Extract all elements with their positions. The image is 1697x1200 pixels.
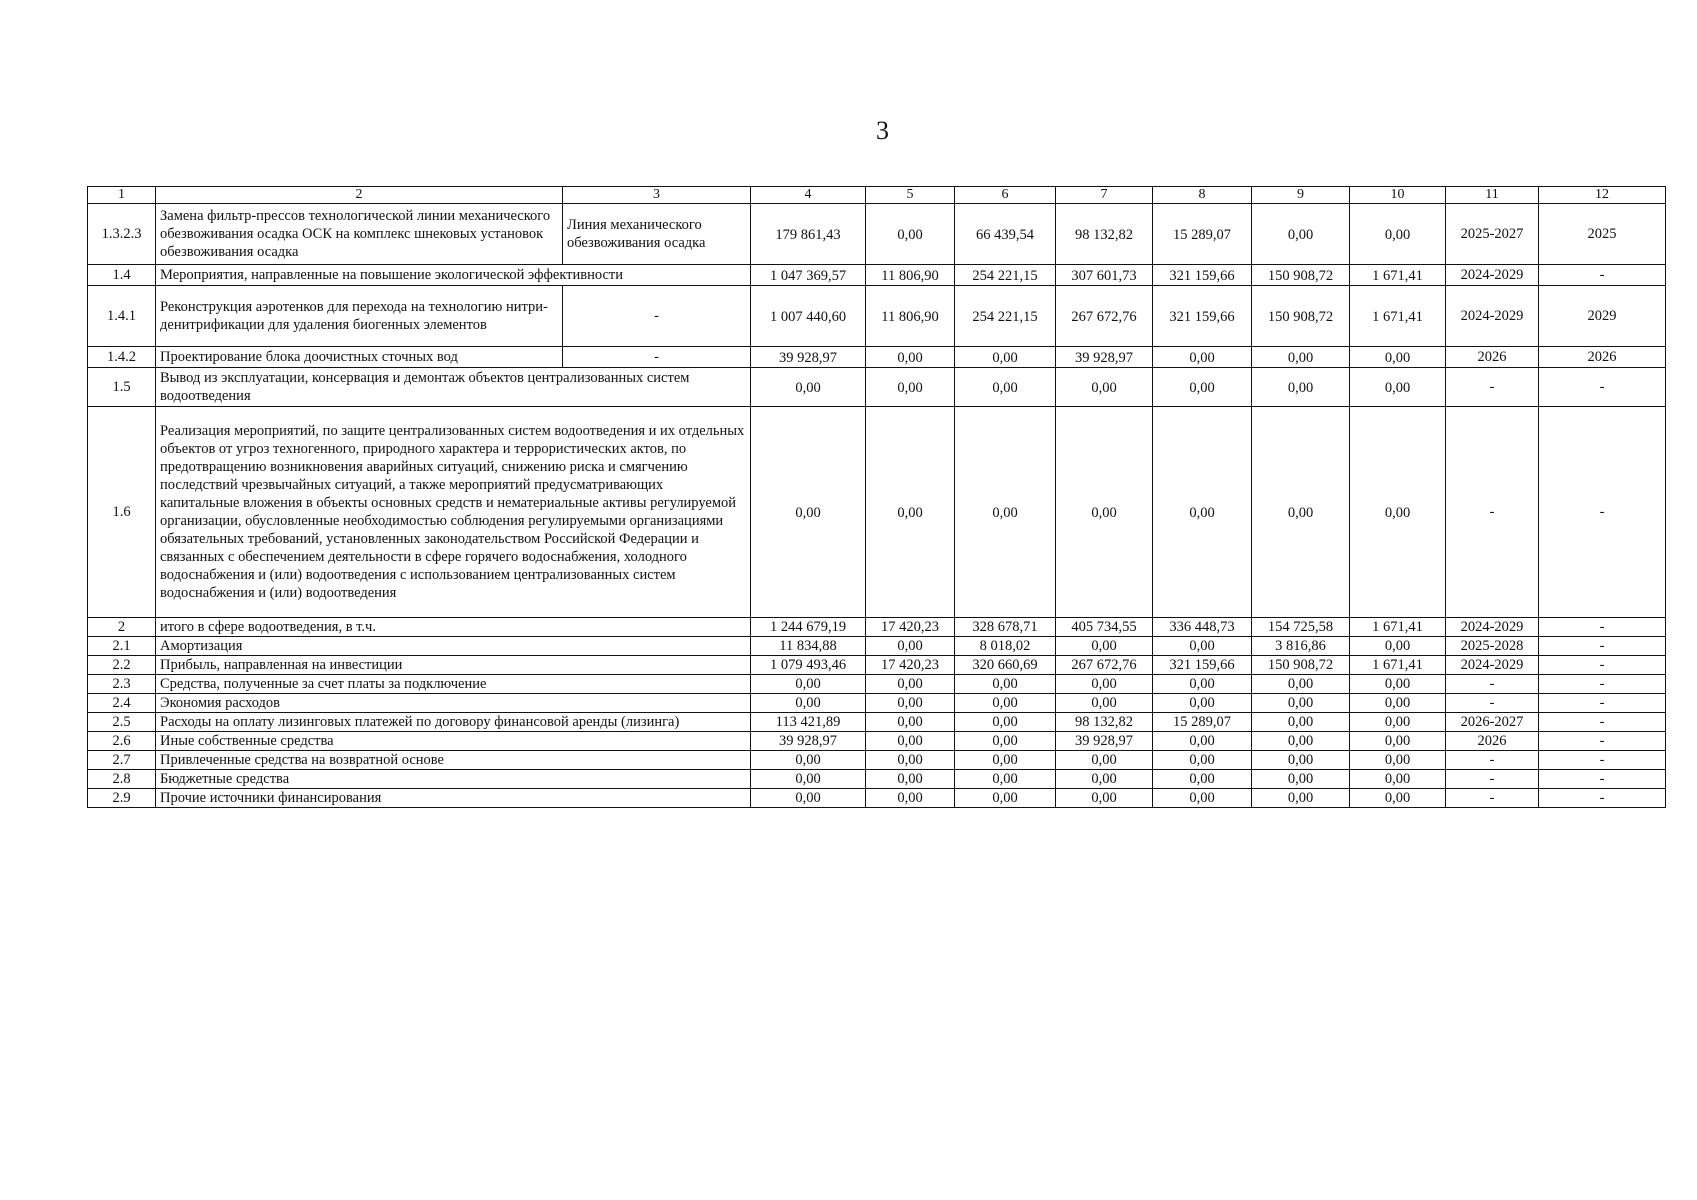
column-header: 8: [1153, 187, 1252, 204]
value-col-7: 267 672,76: [1056, 656, 1153, 675]
completion-year: -: [1539, 656, 1666, 675]
value-col-7: 39 928,97: [1056, 347, 1153, 368]
table-row: [88, 407, 1666, 618]
row-number: 2.8: [88, 770, 156, 789]
period: 2024-2029: [1446, 286, 1539, 347]
value-col-5: 17 420,23: [866, 618, 955, 637]
value-col-10: 0,00: [1350, 751, 1446, 770]
row-number: 1.5: [88, 368, 156, 407]
measure-name: Средства, полученные за счет платы за подключение: [156, 675, 751, 694]
completion-year: -: [1539, 618, 1666, 637]
measure-name: Привлеченные средства на возвратной основе: [156, 751, 751, 770]
value-col-5: 0,00: [866, 675, 955, 694]
value-col-9: 0,00: [1252, 751, 1350, 770]
value-col-10: 0,00: [1350, 368, 1446, 407]
period: -: [1446, 368, 1539, 407]
row-number: 1.6: [88, 407, 156, 618]
value-col-10: 0,00: [1350, 347, 1446, 368]
total-cost: 0,00: [751, 751, 866, 770]
measure-name: Замена фильтр-прессов технологической линии механического обезвоживания осадка ОСК на комплекс шнековых установок обезвоживания осадка: [156, 204, 563, 265]
value-col-6: 0,00: [955, 770, 1056, 789]
value-col-9: 0,00: [1252, 770, 1350, 789]
value-col-8: 336 448,73: [1153, 618, 1252, 637]
value-col-8: 0,00: [1153, 732, 1252, 751]
value-col-10: 0,00: [1350, 407, 1446, 618]
value-col-10: 0,00: [1350, 713, 1446, 732]
row-number: 2: [88, 618, 156, 637]
measure-name: Экономия расходов: [156, 694, 751, 713]
value-col-6: 0,00: [955, 675, 1056, 694]
total-cost: 1 047 369,57: [751, 265, 866, 286]
row-number: 2.1: [88, 637, 156, 656]
total-cost: 11 834,88: [751, 637, 866, 656]
row-number: 2.4: [88, 694, 156, 713]
measure-name: Расходы на оплату лизинговых платежей по договору финансовой аренды (лизинга): [156, 713, 751, 732]
measure-name: Реконструкция аэротенков для перехода на технологию нитри-денитрификации для удаления биогенных элементов: [156, 286, 563, 347]
value-col-10: 0,00: [1350, 770, 1446, 789]
table-row: [88, 656, 1666, 675]
row-number: 2.9: [88, 789, 156, 808]
value-col-9: 0,00: [1252, 675, 1350, 694]
value-col-9: 0,00: [1252, 713, 1350, 732]
row-number: 2.5: [88, 713, 156, 732]
value-col-6: 0,00: [955, 732, 1056, 751]
value-col-5: 0,00: [866, 713, 955, 732]
column-header: 11: [1446, 187, 1539, 204]
table-row: [88, 713, 1666, 732]
value-col-9: 154 725,58: [1252, 618, 1350, 637]
period: -: [1446, 407, 1539, 618]
period: -: [1446, 694, 1539, 713]
row-number: 2.7: [88, 751, 156, 770]
period: 2026: [1446, 732, 1539, 751]
total-cost: 39 928,97: [751, 732, 866, 751]
value-col-10: 1 671,41: [1350, 265, 1446, 286]
value-col-6: 0,00: [955, 751, 1056, 770]
object-name: -: [563, 347, 751, 368]
row-number: 1.4.2: [88, 347, 156, 368]
completion-year: -: [1539, 770, 1666, 789]
value-col-6: 0,00: [955, 789, 1056, 808]
value-col-6: 254 221,15: [955, 286, 1056, 347]
completion-year: -: [1539, 637, 1666, 656]
value-col-9: 0,00: [1252, 694, 1350, 713]
period: 2025-2028: [1446, 637, 1539, 656]
value-col-6: 328 678,71: [955, 618, 1056, 637]
value-col-5: 0,00: [866, 751, 955, 770]
value-col-8: 0,00: [1153, 407, 1252, 618]
period: 2025-2027: [1446, 204, 1539, 265]
table-row: [88, 751, 1666, 770]
value-col-10: 0,00: [1350, 204, 1446, 265]
row-number: 1.4.1: [88, 286, 156, 347]
total-cost: 1 079 493,46: [751, 656, 866, 675]
value-col-9: 3 816,86: [1252, 637, 1350, 656]
column-header: 6: [955, 187, 1056, 204]
value-col-6: 0,00: [955, 368, 1056, 407]
row-number: 2.2: [88, 656, 156, 675]
value-col-7: 405 734,55: [1056, 618, 1153, 637]
row-number: 2.6: [88, 732, 156, 751]
completion-year: 2029: [1539, 286, 1666, 347]
measure-name: Амортизация: [156, 637, 751, 656]
value-col-7: 0,00: [1056, 770, 1153, 789]
object-name: Линия механического обезвоживания осадка: [563, 204, 751, 265]
value-col-7: 0,00: [1056, 368, 1153, 407]
column-header: 7: [1056, 187, 1153, 204]
completion-year: -: [1539, 694, 1666, 713]
table-row: [88, 694, 1666, 713]
period: 2026-2027: [1446, 713, 1539, 732]
value-col-6: 0,00: [955, 347, 1056, 368]
value-col-9: 0,00: [1252, 347, 1350, 368]
row-number: 2.3: [88, 675, 156, 694]
value-col-7: 0,00: [1056, 407, 1153, 618]
value-col-9: 0,00: [1252, 732, 1350, 751]
table-row: [88, 789, 1666, 808]
value-col-8: 0,00: [1153, 675, 1252, 694]
table-row: [88, 286, 1666, 347]
value-col-10: 0,00: [1350, 732, 1446, 751]
value-col-10: 0,00: [1350, 637, 1446, 656]
value-col-7: 0,00: [1056, 751, 1153, 770]
period: -: [1446, 675, 1539, 694]
value-col-9: 150 908,72: [1252, 286, 1350, 347]
value-col-7: 0,00: [1056, 637, 1153, 656]
value-col-5: 17 420,23: [866, 656, 955, 675]
period: -: [1446, 770, 1539, 789]
value-col-7: 307 601,73: [1056, 265, 1153, 286]
value-col-5: 0,00: [866, 732, 955, 751]
value-col-5: 0,00: [866, 347, 955, 368]
measure-name: Прибыль, направленная на инвестиции: [156, 656, 751, 675]
value-col-8: 0,00: [1153, 789, 1252, 808]
value-col-9: 0,00: [1252, 789, 1350, 808]
column-number-row: [88, 187, 1666, 204]
completion-year: -: [1539, 789, 1666, 808]
measure-name: Мероприятия, направленные на повышение экологической эффективности: [156, 265, 751, 286]
period: 2024-2029: [1446, 265, 1539, 286]
completion-year: 2026: [1539, 347, 1666, 368]
value-col-6: 0,00: [955, 713, 1056, 732]
value-col-6: 0,00: [955, 407, 1056, 618]
value-col-8: 321 159,66: [1153, 656, 1252, 675]
page-number: 3: [876, 116, 889, 145]
table-row: [88, 347, 1666, 368]
value-col-5: 11 806,90: [866, 286, 955, 347]
value-col-9: 0,00: [1252, 407, 1350, 618]
value-col-9: 0,00: [1252, 368, 1350, 407]
total-cost: 0,00: [751, 694, 866, 713]
column-header: 10: [1350, 187, 1446, 204]
value-col-8: 0,00: [1153, 751, 1252, 770]
value-col-5: 0,00: [866, 368, 955, 407]
value-col-8: 321 159,66: [1153, 286, 1252, 347]
total-cost: 1 244 679,19: [751, 618, 866, 637]
total-cost: 39 928,97: [751, 347, 866, 368]
total-cost: 1 007 440,60: [751, 286, 866, 347]
total-cost: 0,00: [751, 770, 866, 789]
completion-year: -: [1539, 265, 1666, 286]
value-col-10: 1 671,41: [1350, 656, 1446, 675]
table-row: [88, 732, 1666, 751]
period: 2024-2029: [1446, 618, 1539, 637]
total-cost: 0,00: [751, 407, 866, 618]
column-header: 9: [1252, 187, 1350, 204]
completion-year: -: [1539, 713, 1666, 732]
measure-name: итого в сфере водоотведения, в т.ч.: [156, 618, 751, 637]
value-col-8: 0,00: [1153, 368, 1252, 407]
total-cost: 0,00: [751, 789, 866, 808]
value-col-6: 8 018,02: [955, 637, 1056, 656]
investment-table: [87, 186, 1666, 808]
value-col-5: 0,00: [866, 204, 955, 265]
measure-name: Вывод из эксплуатации, консервация и демонтаж объектов централизованных систем водоотведения: [156, 368, 751, 407]
column-header: 12: [1539, 187, 1666, 204]
value-col-10: 0,00: [1350, 789, 1446, 808]
value-col-9: 150 908,72: [1252, 265, 1350, 286]
value-col-8: 321 159,66: [1153, 265, 1252, 286]
value-col-8: 0,00: [1153, 347, 1252, 368]
period: 2026: [1446, 347, 1539, 368]
period: 2024-2029: [1446, 656, 1539, 675]
measure-name: Проектирование блока доочистных сточных вод: [156, 347, 563, 368]
row-number: 1.4: [88, 265, 156, 286]
completion-year: -: [1539, 675, 1666, 694]
period: -: [1446, 789, 1539, 808]
value-col-10: 0,00: [1350, 675, 1446, 694]
value-col-10: 0,00: [1350, 694, 1446, 713]
table-row: [88, 265, 1666, 286]
value-col-8: 0,00: [1153, 770, 1252, 789]
value-col-7: 39 928,97: [1056, 732, 1153, 751]
table-row: [88, 637, 1666, 656]
column-header: 5: [866, 187, 955, 204]
measure-name: Бюджетные средства: [156, 770, 751, 789]
completion-year: -: [1539, 368, 1666, 407]
value-col-5: 0,00: [866, 789, 955, 808]
value-col-7: 98 132,82: [1056, 713, 1153, 732]
value-col-5: 11 806,90: [866, 265, 955, 286]
value-col-8: 0,00: [1153, 694, 1252, 713]
value-col-7: 0,00: [1056, 789, 1153, 808]
column-header: 1: [88, 187, 156, 204]
column-header: 4: [751, 187, 866, 204]
table-row: [88, 618, 1666, 637]
value-col-5: 0,00: [866, 637, 955, 656]
value-col-7: 0,00: [1056, 694, 1153, 713]
value-col-7: 267 672,76: [1056, 286, 1153, 347]
completion-year: -: [1539, 751, 1666, 770]
measure-name: Реализация мероприятий, по защите централизованных систем водоотведения и их отдельных объектов от угроз техногенного, природного характера и террористических актов, по предотвращению возникновения аварийных ситуаций, снижению риска и смягчению последствий чрезвычайных ситуаций, а также мероприятий предусматривающих капитальные вложения в объекты основных средств и нематериальные активы регулируемой организации, обусловленные необходимостью соблюдения регулируемыми организациями обязательных требований, установленных законодательством Российской Федерации и связанных с обеспечением деятельности в сфере горячего водоснабжения, холодного водоснабжения и (или) водоотведения с использованием централизованных систем водоснабжения и (или) водоотведения: [156, 407, 751, 618]
column-header: 3: [563, 187, 751, 204]
value-col-10: 1 671,41: [1350, 286, 1446, 347]
column-header: 2: [156, 187, 563, 204]
total-cost: 0,00: [751, 675, 866, 694]
total-cost: 113 421,89: [751, 713, 866, 732]
value-col-9: 150 908,72: [1252, 656, 1350, 675]
value-col-6: 320 660,69: [955, 656, 1056, 675]
value-col-7: 0,00: [1056, 675, 1153, 694]
total-cost: 179 861,43: [751, 204, 866, 265]
object-name: -: [563, 286, 751, 347]
table-row: [88, 368, 1666, 407]
value-col-7: 98 132,82: [1056, 204, 1153, 265]
value-col-5: 0,00: [866, 694, 955, 713]
value-col-10: 1 671,41: [1350, 618, 1446, 637]
measure-name: Иные собственные средства: [156, 732, 751, 751]
value-col-5: 0,00: [866, 770, 955, 789]
value-col-6: 254 221,15: [955, 265, 1056, 286]
total-cost: 0,00: [751, 368, 866, 407]
value-col-9: 0,00: [1252, 204, 1350, 265]
completion-year: -: [1539, 732, 1666, 751]
value-col-8: 15 289,07: [1153, 204, 1252, 265]
completion-year: -: [1539, 407, 1666, 618]
table-row: [88, 675, 1666, 694]
value-col-8: 0,00: [1153, 637, 1252, 656]
value-col-6: 66 439,54: [955, 204, 1056, 265]
value-col-8: 15 289,07: [1153, 713, 1252, 732]
value-col-5: 0,00: [866, 407, 955, 618]
completion-year: 2025: [1539, 204, 1666, 265]
table-row: [88, 770, 1666, 789]
table-row: [88, 204, 1666, 265]
value-col-6: 0,00: [955, 694, 1056, 713]
row-number: 1.3.2.3: [88, 204, 156, 265]
period: -: [1446, 751, 1539, 770]
measure-name: Прочие источники финансирования: [156, 789, 751, 808]
